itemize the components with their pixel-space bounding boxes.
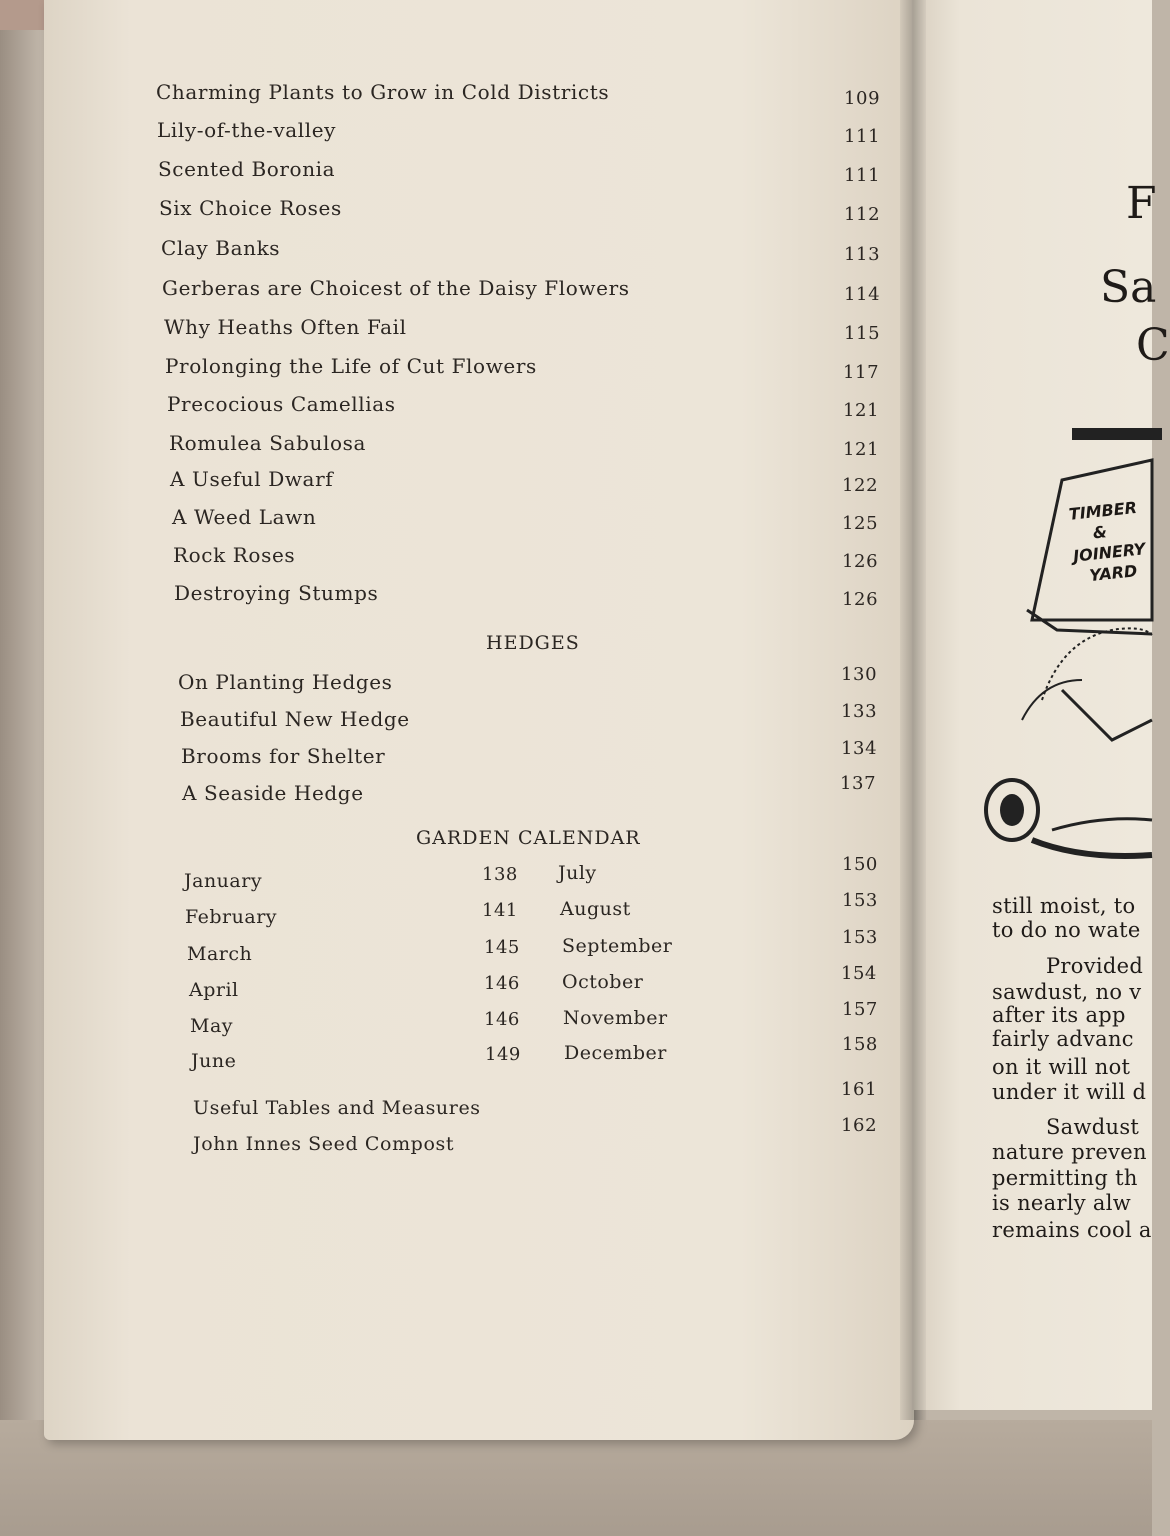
toc-entry-page: 137: [840, 773, 877, 794]
toc-entry-page: 109: [844, 88, 881, 109]
toc-entry-page: 121: [843, 400, 880, 421]
body-line: permitting th: [992, 1166, 1138, 1190]
toc-entry-title: Lily-of-the-valley: [157, 118, 337, 142]
sign-line: YARD: [1088, 561, 1139, 586]
toc-entry-title: Brooms for Shelter: [181, 744, 386, 768]
body-line: under it will d: [992, 1080, 1147, 1104]
toc-entry-page: 111: [844, 165, 881, 186]
right-heading-1: F: [1126, 178, 1157, 229]
body-line: after its app: [992, 1003, 1126, 1027]
right-heading-3: C: [1136, 320, 1170, 371]
calendar-page: 138: [482, 864, 518, 885]
toc-entry-page: 115: [844, 323, 881, 344]
toc-entry-page: 130: [841, 664, 878, 685]
body-line: nature preven: [992, 1140, 1147, 1164]
toc-entry-title: Destroying Stumps: [174, 581, 379, 605]
toc-entry-title: A Weed Lawn: [172, 505, 317, 529]
calendar-page: 154: [841, 963, 877, 984]
toc-entry-title: A Seaside Hedge: [182, 781, 364, 805]
calendar-month: August: [560, 898, 631, 920]
toc-entry-page: 111: [844, 126, 881, 147]
calendar-month: March: [187, 943, 253, 965]
calendar-month: January: [184, 870, 263, 892]
calendar-month: June: [191, 1050, 237, 1072]
calendar-page: 153: [842, 927, 878, 948]
toc-entry-title: Clay Banks: [161, 236, 281, 260]
toc-entry-page: 125: [842, 513, 879, 534]
left-page: [44, 0, 914, 1440]
toc-entry-page: 134: [841, 738, 878, 759]
calendar-page: 149: [485, 1044, 521, 1065]
right-heading-2: Sa: [1100, 262, 1157, 313]
toc-entry-title: Gerberas are Choicest of the Daisy Flowers: [162, 276, 630, 300]
toc-entry-page: 114: [844, 284, 881, 305]
timber-yard-illustration: [912, 420, 1152, 880]
sign-line: &: [1091, 522, 1108, 543]
calendar-month: May: [190, 1015, 234, 1037]
toc-entry-title: Why Heaths Often Fail: [164, 315, 407, 339]
calendar-month: October: [562, 971, 644, 993]
calendar-month: November: [563, 1007, 668, 1029]
toc-entry-page: 117: [843, 362, 880, 383]
body-line: to do no wate: [992, 918, 1141, 942]
calendar-month: July: [558, 862, 597, 884]
book-gutter: [900, 0, 926, 1420]
body-line: on it will not: [992, 1055, 1131, 1079]
toc-entry-title: Charming Plants to Grow in Cold Districts: [156, 80, 610, 104]
toc-entry-title: Romulea Sabulosa: [169, 431, 366, 455]
toc-entry-title: Prolonging the Life of Cut Flowers: [165, 354, 537, 378]
body-line: is nearly alw: [992, 1191, 1132, 1215]
toc-entry-page: 162: [841, 1115, 878, 1136]
calendar-page: 145: [484, 937, 520, 958]
calendar-heading: GARDEN CALENDAR: [416, 827, 641, 849]
calendar-page: 141: [482, 900, 518, 921]
body-line: still moist, to: [992, 894, 1136, 918]
body-line: Sawdust: [1046, 1115, 1140, 1139]
calendar-page: 158: [842, 1034, 878, 1055]
hedges-heading: HEDGES: [486, 632, 580, 654]
toc-entry-title: Useful Tables and Measures: [193, 1097, 481, 1119]
body-line: fairly advanc: [992, 1027, 1134, 1051]
calendar-month: February: [185, 906, 278, 928]
toc-entry-title: Scented Boronia: [158, 157, 336, 181]
calendar-page: 150: [842, 854, 878, 875]
toc-entry-title: On Planting Hedges: [178, 670, 393, 694]
toc-entry-page: 122: [842, 475, 879, 496]
toc-entry-title: Beautiful New Hedge: [180, 707, 410, 731]
toc-entry-page: 113: [844, 244, 881, 265]
sign-line: TIMBER: [1067, 497, 1138, 524]
calendar-page: 157: [842, 999, 878, 1020]
body-line: sawdust, no v: [992, 980, 1142, 1004]
timber-sign: [1068, 496, 1149, 587]
body-line: remains cool a: [992, 1218, 1152, 1242]
toc-entry-title: Precocious Camellias: [167, 392, 396, 416]
toc-entry-title: Six Choice Roses: [159, 196, 342, 220]
calendar-page: 146: [484, 973, 520, 994]
calendar-month: December: [564, 1042, 667, 1064]
toc-entry-title: A Useful Dwarf: [170, 467, 334, 491]
toc-entry-page: 133: [841, 701, 878, 722]
calendar-month: April: [189, 979, 239, 1001]
sign-line: JOINERY: [1072, 539, 1147, 566]
toc-entry-page: 126: [842, 589, 879, 610]
toc-entry-page: 161: [841, 1079, 878, 1100]
toc-entry-page: 126: [842, 551, 879, 572]
toc-entry-title: John Innes Seed Compost: [193, 1133, 455, 1155]
calendar-month: September: [562, 935, 673, 957]
toc-entry-title: Rock Roses: [173, 543, 296, 567]
calendar-page: 153: [842, 890, 878, 911]
toc-entry-page: 121: [843, 439, 880, 460]
calendar-page: 146: [484, 1009, 520, 1030]
body-line: Provided: [1046, 954, 1144, 978]
right-page: [912, 0, 1170, 1410]
toc-entry-page: 112: [844, 204, 881, 225]
